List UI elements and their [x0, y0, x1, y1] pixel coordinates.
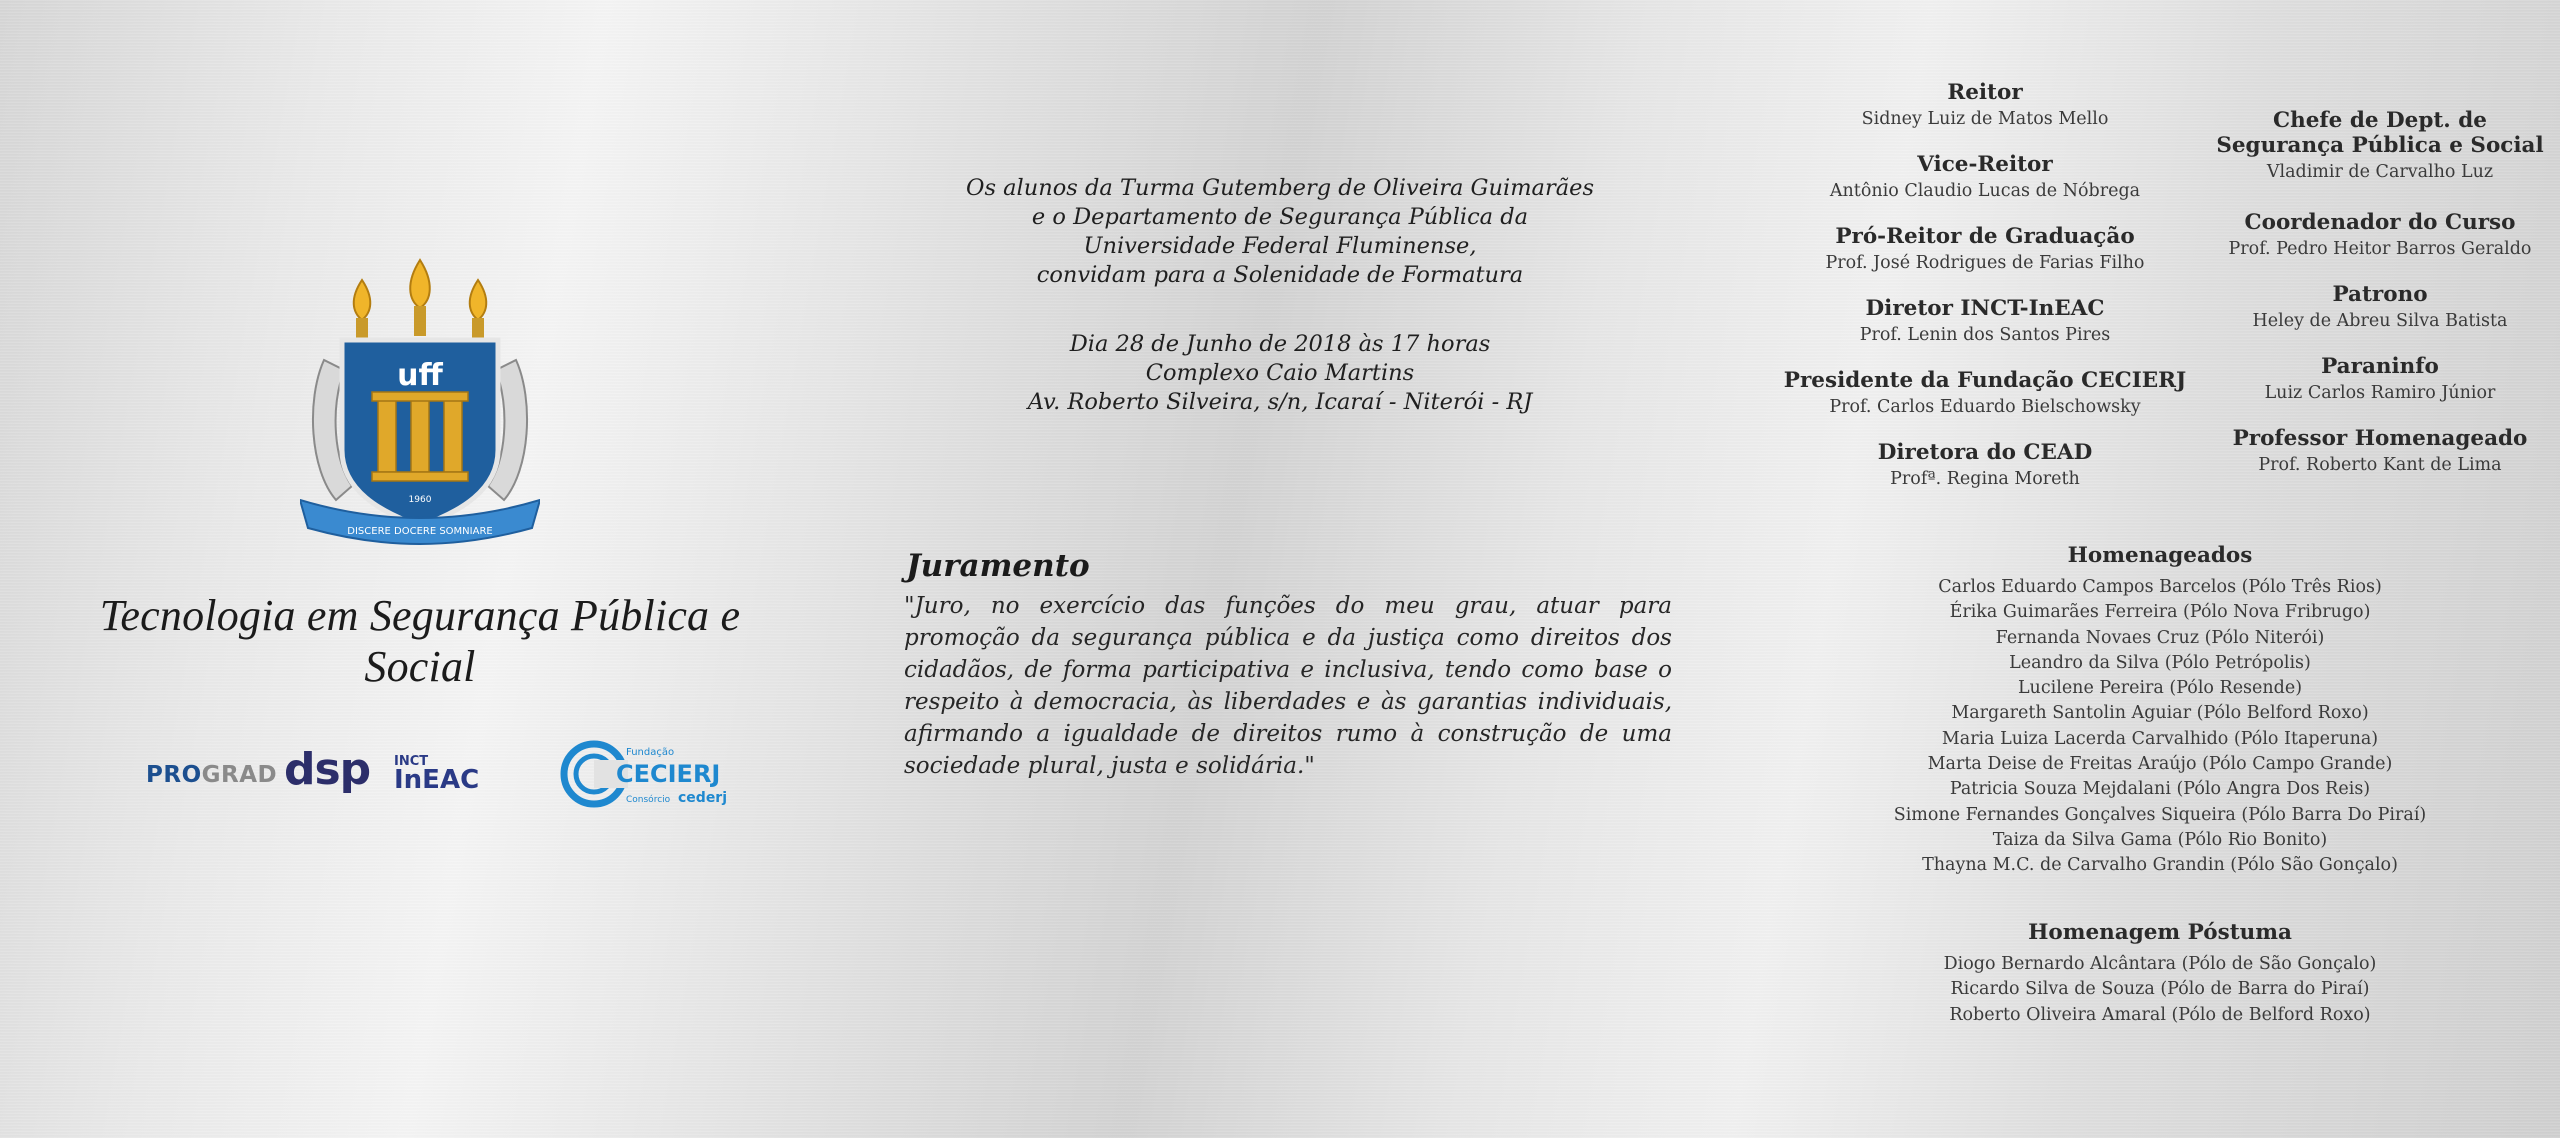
honorees-title: Homenageados [2067, 543, 2253, 568]
authority-vice-reitor: Vice-Reitor Antônio Claudio Lucas de Nóbrega [1829, 152, 2141, 201]
honorees-list [1790, 575, 2530, 879]
dsp-logo: dsp [284, 744, 371, 795]
invitation-line: convidam para a Solenidade de Formatura [1036, 262, 1524, 288]
authority-professor-homenageado: Professor Homenageado Prof. Roberto Kant de Lima [2232, 426, 2528, 475]
list-item: Patricia Souza Mejdalani (Pólo Angra Dos Reis) [1949, 779, 2371, 800]
uff-crest-emblem-icon [300, 250, 540, 550]
list-item: Leandro da Silva (Pólo Petrópolis) [2009, 652, 2311, 673]
event-venue: Complexo Caio Martins [1145, 360, 1415, 386]
svg-text:Fundação: Fundação [626, 747, 675, 758]
list-item: Taiza da Silva Gama (Pólo Rio Bonito) [1992, 829, 2328, 850]
event-date: Dia 28 de Junho de 2018 às 17 horas [1069, 331, 1491, 357]
posthumous-list [1790, 952, 2530, 1028]
authority-reitor: Reitor Sidney Luiz de Matos Mello [1861, 80, 2109, 129]
list-item: Lucilene Pereira (Pólo Resende) [2017, 678, 2303, 699]
oath-title: Juramento [906, 548, 1090, 584]
cecierj-logo [560, 738, 730, 814]
svg-text:DISCERE DOCERE SOMNIARE: DISCERE DOCERE SOMNIARE [347, 526, 493, 537]
invitation-line: e o Departamento de Segurança Pública da [1031, 204, 1529, 230]
list-item: Ricardo Silva de Souza (Pólo de Barra do Piraí) [1950, 979, 2370, 1000]
event-address: Av. Roberto Silveira, s/n, Icaraí - Niterói - RJ [1027, 389, 1533, 415]
authority-paraninfo: Paraninfo Luiz Carlos Ramiro Júnior [2264, 354, 2496, 403]
svg-text:uff: uff [397, 358, 443, 393]
list-item: Fernanda Novaes Cruz (Pólo Niterói) [1995, 627, 2325, 648]
oath-text: "Juro, no exercício das funções do meu grau, atuar para promoção da segurança pública e da justiça como direitos dos cidadãos, de forma participativa e inclusiva, tendo como base o respeito à democracia, às liberdades e às garantias individuais, afirmando a igualdade de direitos rumo à construção de uma sociedade plural, justa e solidária." [904, 593, 1672, 779]
invitation-text [860, 174, 1700, 417]
authority-presidente-cecierj: Presidente da Fundação CECIERJ Prof. Carlos Eduardo Bielschowsky [1783, 368, 2187, 417]
invitation-line: Universidade Federal Fluminense, [1083, 233, 1477, 259]
authority-diretora-cead: Diretora do CEAD Profª. Regina Moreth [1877, 440, 2093, 489]
svg-text:cederj: cederj [678, 790, 728, 806]
list-item: Carlos Eduardo Campos Barcelos (Pólo Três Rios) [1938, 577, 2382, 597]
invitation-line: Os alunos da Turma Gutemberg de Oliveira Guimarães [966, 175, 1594, 201]
cecierj-swirl-icon [560, 738, 730, 810]
honorees-section [1790, 543, 2530, 879]
list-item: Roberto Oliveira Amaral (Pólo de Belford Roxo) [1949, 1004, 2371, 1025]
svg-text:CECIERJ: CECIERJ [616, 760, 721, 788]
authority-pro-reitor: Pró-Reitor de Graduação Prof. José Rodrigues de Farias Filho [1825, 224, 2145, 273]
partner-logos [140, 738, 730, 810]
list-item: Maria Luiza Lacerda Carvalhido (Pólo Itaperuna) [1941, 728, 2379, 749]
authority-coordenador: Coordenador do Curso Prof. Pedro Heitor Barros Geraldo [2228, 210, 2532, 259]
course-title: Tecnologia em Segurança Pública e Social [99, 591, 741, 691]
torch-flames-icon [354, 260, 487, 340]
list-item: Érika Guimarães Ferreira (Pólo Nova Fribrugo) [1949, 602, 2371, 623]
posthumous-section [1790, 920, 2530, 1028]
list-item: Marta Deise de Freitas Araújo (Pólo Campo Grande) [1927, 754, 2393, 775]
list-item: Margareth Santolin Aguiar (Pólo Belford Roxo) [1951, 703, 2369, 724]
svg-text:Consórcio: Consórcio [626, 795, 671, 805]
authority-chefe-dept: Chefe de Dept. de Segurança Pública e Social Vladimir de Carvalho Luz [2216, 108, 2544, 182]
list-item: Diogo Bernardo Alcântara (Pólo de São Gonçalo) [1943, 954, 2377, 974]
authority-diretor-inct: Diretor INCT-InEAC Prof. Lenin dos Santos Pires [1859, 296, 2111, 345]
list-item: Thayna M.C. de Carvalho Grandin (Pólo São Gonçalo) [1922, 855, 2398, 876]
prograd-logo: PROGRAD [146, 762, 278, 788]
authority-patrono: Patrono Heley de Abreu Silva Batista [2252, 282, 2508, 331]
uff-crest [300, 250, 540, 550]
svg-text:1960: 1960 [408, 495, 432, 505]
ineac-logo: INCT InEAC [394, 754, 480, 795]
list-item: Simone Fernandes Gonçalves Siqueira (Pólo Barra Do Piraí) [1893, 804, 2427, 825]
posthumous-title: Homenagem Póstuma [2028, 920, 2292, 945]
